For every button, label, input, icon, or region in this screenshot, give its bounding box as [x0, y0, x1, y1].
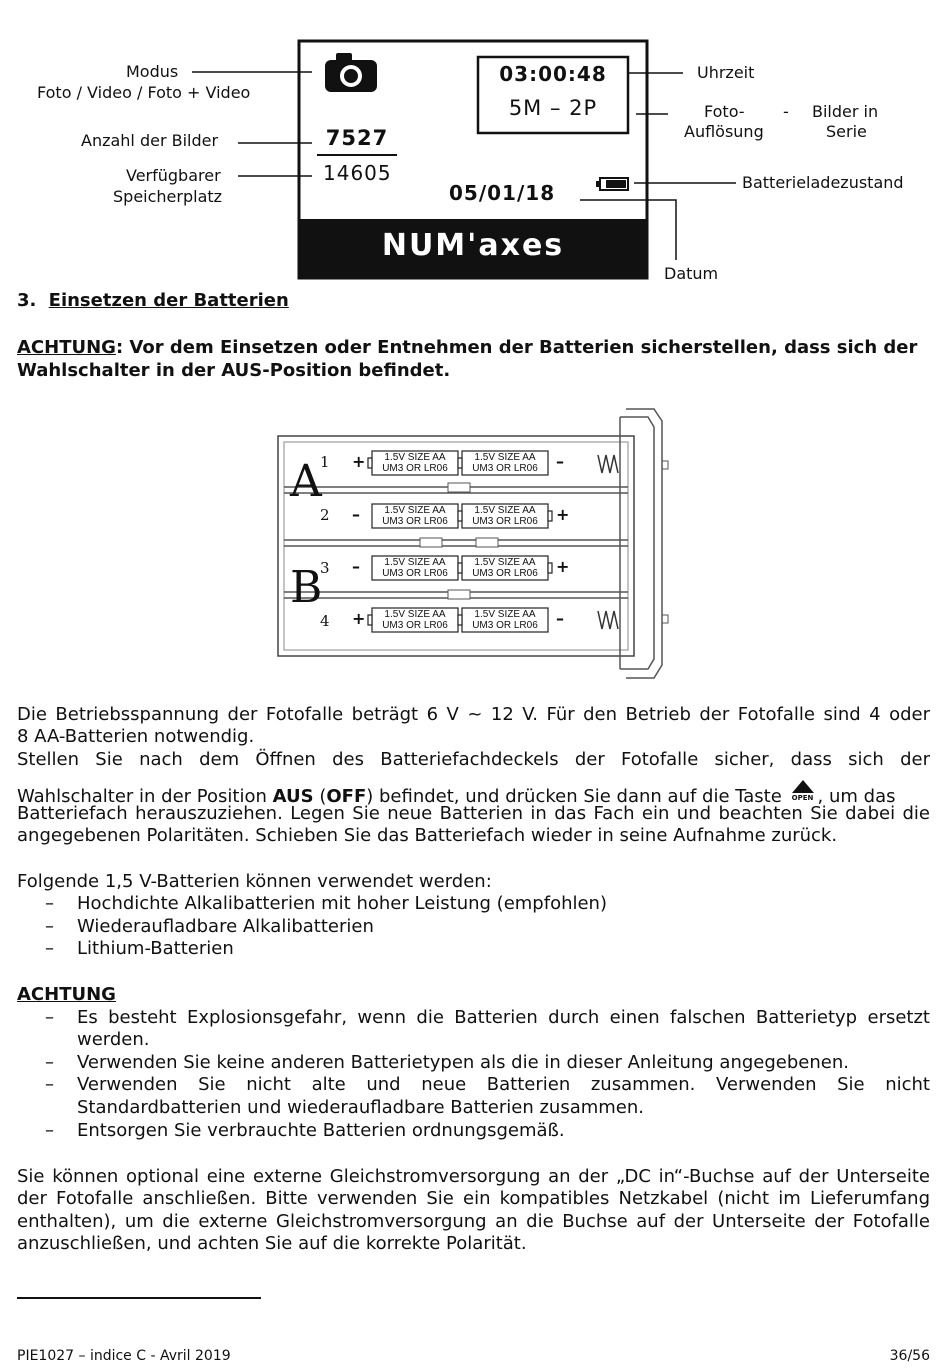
- row-number-1: 1: [320, 453, 330, 471]
- voltage-paragraph-line2: 8 AA-Batterien notwendig.: [17, 726, 255, 747]
- callout-storage-1: Verfügbarer: [126, 166, 221, 185]
- screen-date: 05/01/18: [449, 181, 556, 205]
- warning-text: : Vor dem Einsetzen oder Entnehmen der Batterien sicherstellen, dass sich der Wahlschalter in der AUS-Position befindet.: [17, 337, 918, 381]
- battery-cell-label: 1.5V SIZE AA UM3 OR LR06: [472, 452, 538, 474]
- battery-compartment-diagram: [276, 403, 676, 685]
- callout-photo-dash: -: [783, 102, 789, 121]
- aus-bold: AUS: [272, 786, 314, 807]
- polarity-minus: –: [556, 452, 564, 471]
- footer-page-number: 36/56: [889, 1348, 930, 1364]
- callout-series-a: Bilder in: [812, 102, 879, 121]
- instructions-line3: Batteriefach herauszuziehen. Legen Sie neue Batterien in das Fach ein und beachten Sie dabei die: [17, 803, 930, 824]
- battery-tray-drawing: [276, 403, 676, 685]
- battery-cell-label: 1.5V SIZE AA UM3 OR LR06: [382, 452, 448, 474]
- polarity-plus: +: [352, 609, 366, 628]
- polarity-minus: –: [556, 609, 564, 628]
- warning-heading: ACHTUNG: [17, 984, 116, 1005]
- screen-time: 03:00:48: [499, 62, 607, 86]
- voltage-paragraph-line1: Die Betriebsspannung der Fotofalle beträgt 6 V ~ 12 V. Für den Betrieb der Fotofalle sind 4 oder: [17, 704, 930, 725]
- polarity-minus: –: [352, 505, 360, 524]
- section-number: 3.: [17, 290, 37, 311]
- instructions-line4: angegebenen Polaritäten. Schieben Sie das Batteriefach wieder in seine Aufnahme zurück.: [17, 825, 838, 846]
- row-number-3: 3: [320, 559, 330, 577]
- callout-mode-title: Modus: [126, 62, 179, 81]
- callout-series-b: Serie: [826, 122, 867, 141]
- callout-battery: Batterieladezustand: [742, 173, 904, 192]
- battery-cell-label: 1.5V SIZE AA UM3 OR LR06: [382, 609, 448, 631]
- callout-photo-a: Foto-: [704, 102, 745, 121]
- battery-cell-label: 1.5V SIZE AA UM3 OR LR06: [382, 505, 448, 527]
- polarity-plus: +: [556, 557, 570, 576]
- dc-paragraph-line4: anzuschließen, und achten Sie auf die korrekte Polarität.: [17, 1233, 527, 1254]
- screen-available: 14605: [323, 161, 392, 185]
- instructions-line1: Stellen Sie nach dem Öffnen des Batteriefachdeckels der Fotofalle sicher, dass sich der: [17, 749, 930, 770]
- polarity-plus: +: [556, 505, 570, 524]
- callout-mode-options: Foto / Video / Foto + Video: [37, 83, 251, 102]
- battery-cell-label: 1.5V SIZE AA UM3 OR LR06: [472, 557, 538, 579]
- warning-label: ACHTUNG: [17, 337, 116, 358]
- footnote-rule: [17, 1297, 261, 1299]
- dc-paragraph-line2: der Fotofalle anschließen. Bitte verwenden Sie ein kompatibles Netzkabel (nicht im Lieferumfang: [17, 1188, 930, 1209]
- open-key-label: OPEN: [791, 794, 814, 802]
- callout-photo-b: Auflösung: [684, 122, 764, 141]
- screen-image-count: 7527: [325, 126, 389, 150]
- footer-document-id: PIE1027 – indice C - Avril 2019: [17, 1348, 231, 1364]
- dc-paragraph-line1: Sie können optional eine externe Gleichstromversorgung an der „DC in“-Buchse auf der Unterseite: [17, 1166, 930, 1187]
- battery-types-intro: Folgende 1,5 V-Batterien können verwendet werden:: [17, 871, 492, 892]
- callout-storage-2: Speicherplatz: [113, 187, 223, 206]
- warning-selector-off: [17, 337, 930, 382]
- battery-cell-label: 1.5V SIZE AA UM3 OR LR06: [472, 505, 538, 527]
- brand-logo: NUM'axes: [381, 228, 565, 263]
- row-number-2: 2: [320, 506, 330, 524]
- group-b-label: B: [290, 562, 323, 613]
- dc-paragraph-line3: enthalten), um die externe Gleichstromversorgung an die Buchse auf der Unterseite der Fotofalle: [17, 1211, 930, 1232]
- off-bold: OFF: [326, 786, 367, 807]
- row-number-4: 4: [320, 612, 330, 630]
- battery-cell-label: 1.5V SIZE AA UM3 OR LR06: [382, 557, 448, 579]
- section-heading: [17, 290, 289, 311]
- screen-resolution: 5M – 2P: [508, 96, 598, 120]
- callout-clock: Uhrzeit: [697, 63, 755, 82]
- callout-date: Datum: [664, 264, 719, 283]
- instructions-line2: Wahlschalter in der Position AUS (OFF) befindet, und drücken Sie dann auf die Taste OPEN , um das: [17, 780, 930, 809]
- callout-image-count: Anzahl der Bilder: [81, 131, 219, 150]
- polarity-minus: –: [352, 557, 360, 576]
- polarity-plus: +: [352, 452, 366, 471]
- section-title: Einsetzen der Batterien: [48, 290, 289, 311]
- battery-cell-label: 1.5V SIZE AA UM3 OR LR06: [472, 609, 538, 631]
- group-a-label: A: [290, 456, 322, 507]
